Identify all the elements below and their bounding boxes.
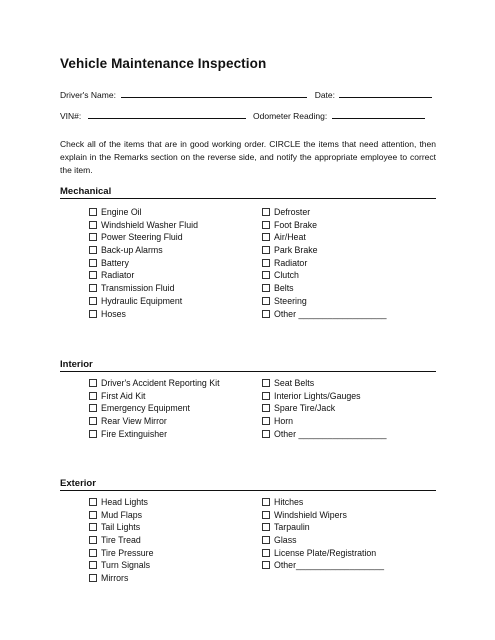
checklist-item[interactable]: Glass [262,534,384,547]
page-title: Vehicle Maintenance Inspection [60,56,267,71]
checkbox-icon[interactable] [89,284,97,292]
checklist-item[interactable]: Park Brake [262,244,387,257]
checkbox-icon[interactable] [89,574,97,582]
checkbox-icon[interactable] [262,271,270,279]
date-field[interactable] [339,88,432,98]
checklist-item[interactable]: Air/Heat [262,231,387,244]
checklist-item[interactable]: Other__________________ [262,559,384,572]
checklist-item[interactable]: Mud Flaps [89,509,153,522]
checklist-item[interactable]: Driver's Accident Reporting Kit [89,377,220,390]
checklist-item[interactable]: Radiator [89,269,198,282]
checklist-item[interactable]: Turn Signals [89,559,153,572]
checkbox-icon[interactable] [89,430,97,438]
checklist-item[interactable]: Tarpaulin [262,521,384,534]
driver-name-label: Driver's Name: [60,90,116,100]
odometer-field[interactable] [332,109,425,119]
checkbox-icon[interactable] [262,430,270,438]
checkbox-icon[interactable] [89,246,97,254]
section-heading-interior: Interior [60,359,436,372]
checkbox-icon[interactable] [89,404,97,412]
checkbox-icon[interactable] [262,498,270,506]
mechanical-right-column [262,206,387,320]
checklist-item[interactable]: Steering [262,295,387,308]
checkbox-icon[interactable] [262,417,270,425]
checklist-item[interactable]: Mirrors [89,572,153,585]
checkbox-icon[interactable] [262,284,270,292]
checkbox-icon[interactable] [89,561,97,569]
checklist-item[interactable]: Battery [89,257,198,270]
checkbox-icon[interactable] [89,536,97,544]
checkbox-icon[interactable] [89,392,97,400]
checkbox-icon[interactable] [262,561,270,569]
checklist-item[interactable]: Tail Lights [89,521,153,534]
checkbox-icon[interactable] [262,208,270,216]
section-heading-exterior: Exterior [60,478,436,491]
interior-left-column [89,377,220,440]
checkbox-icon[interactable] [262,511,270,519]
checkbox-icon[interactable] [89,417,97,425]
checklist-item[interactable]: Tire Tread [89,534,153,547]
checklist-item[interactable]: Emergency Equipment [89,402,220,415]
checkbox-icon[interactable] [89,310,97,318]
vin-odometer-row [60,109,425,121]
checklist-item[interactable]: Rear View Mirror [89,415,220,428]
checkbox-icon[interactable] [262,392,270,400]
checklist-item[interactable]: Head Lights [89,496,153,509]
driver-name-field[interactable] [121,88,307,98]
checkbox-icon[interactable] [89,259,97,267]
vin-field[interactable] [88,109,246,119]
checkbox-icon[interactable] [262,379,270,387]
checkbox-icon[interactable] [89,523,97,531]
checklist-item[interactable]: Interior Lights/Gauges [262,390,387,403]
checklist-item[interactable]: Hoses [89,308,198,321]
checklist-item[interactable]: Transmission Fluid [89,282,198,295]
checkbox-icon[interactable] [262,536,270,544]
checkbox-icon[interactable] [89,297,97,305]
checkbox-icon[interactable] [89,498,97,506]
vin-label: VIN#: [60,111,82,121]
checkbox-icon[interactable] [262,404,270,412]
checklist-item[interactable]: Foot Brake [262,219,387,232]
checklist-item[interactable]: Other __________________ [262,308,387,321]
checklist-item[interactable]: Fire Extinguisher [89,428,220,441]
checkbox-icon[interactable] [89,208,97,216]
odometer-label: Odometer Reading: [253,111,328,121]
checklist-item[interactable]: Radiator [262,257,387,270]
checkbox-icon[interactable] [89,511,97,519]
checklist-item[interactable]: First Aid Kit [89,390,220,403]
checklist-item[interactable]: Hydraulic Equipment [89,295,198,308]
interior-right-column [262,377,387,440]
checklist-item[interactable]: Windshield Wipers [262,509,384,522]
checkbox-icon[interactable] [89,549,97,557]
instructions-paragraph: Check all of the items that are in good working order. CIRCLE the items that need attention, then explain in the Remarks section on the reverse side, and notify the appropriate employee to correct the item. [60,139,436,175]
checklist-item[interactable]: License Plate/Registration [262,547,384,560]
checkbox-icon[interactable] [262,246,270,254]
checkbox-icon[interactable] [262,297,270,305]
driver-date-row [60,88,432,100]
checklist-item[interactable]: Other __________________ [262,428,387,441]
checkbox-icon[interactable] [262,233,270,241]
checkbox-icon[interactable] [262,310,270,318]
checklist-item[interactable]: Back-up Alarms [89,244,198,257]
checklist-item[interactable]: Power Steering Fluid [89,231,198,244]
checklist-item[interactable]: Horn [262,415,387,428]
checklist-item[interactable]: Spare Tire/Jack [262,402,387,415]
exterior-left-column [89,496,153,585]
checklist-item[interactable]: Tire Pressure [89,547,153,560]
checkbox-icon[interactable] [262,549,270,557]
checklist-item[interactable]: Seat Belts [262,377,387,390]
checkbox-icon[interactable] [89,233,97,241]
checklist-item[interactable]: Belts [262,282,387,295]
checklist-item[interactable]: Engine Oil [89,206,198,219]
exterior-right-column [262,496,384,572]
section-heading-mechanical: Mechanical [60,186,436,199]
checkbox-icon[interactable] [262,523,270,531]
checkbox-icon[interactable] [262,221,270,229]
mechanical-left-column [89,206,198,320]
checklist-item[interactable]: Clutch [262,269,387,282]
checkbox-icon[interactable] [89,379,97,387]
checklist-item[interactable]: Windshield Washer Fluid [89,219,198,232]
checklist-item[interactable]: Defroster [262,206,387,219]
checkbox-icon[interactable] [262,259,270,267]
date-label: Date: [314,90,336,100]
checkbox-icon[interactable] [89,271,97,279]
checkbox-icon[interactable] [89,221,97,229]
checklist-item[interactable]: Hitches [262,496,384,509]
